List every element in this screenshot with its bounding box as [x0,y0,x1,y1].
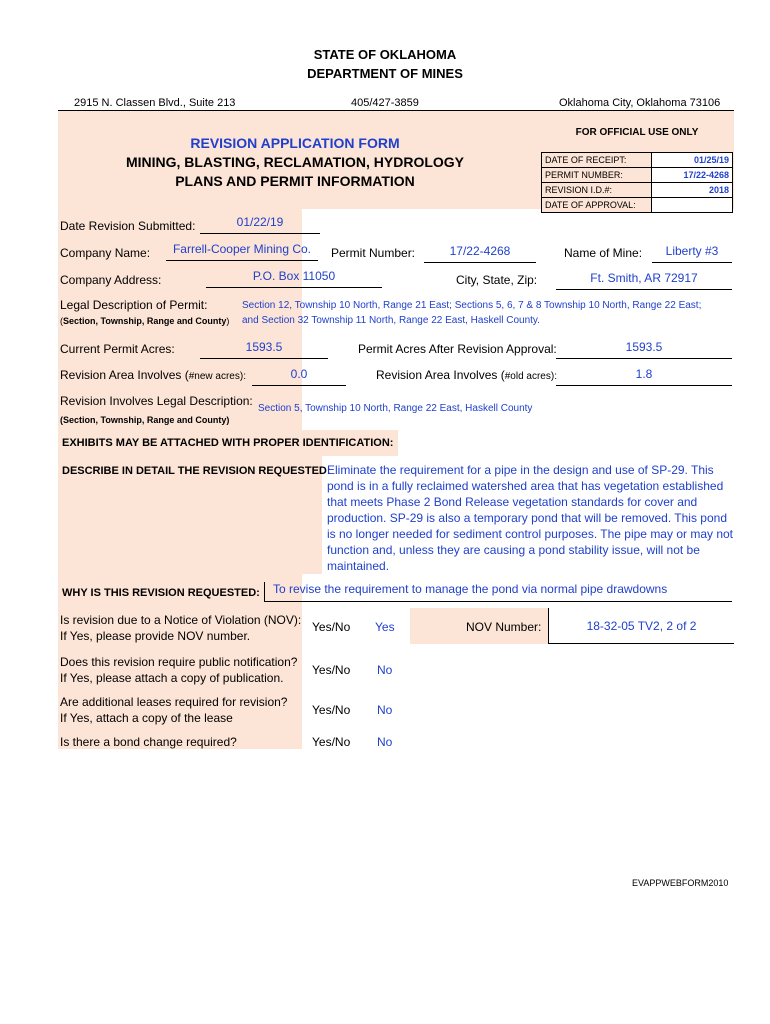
describe-line: function and, unless they are causing a pond stability issue, will not be [327,543,700,557]
yesno-label: Yes/No [312,620,351,634]
date-submitted-field[interactable]: 01/22/19 [200,215,320,234]
describe-line: that meets Phase 2 Bond Release vegetation standards for cover and [327,495,698,509]
official-row-receipt [542,153,733,168]
form-title-line3: PLANS AND PERMIT INFORMATION [175,173,415,189]
old-acres-label-main: Revision Area Involves ( [376,368,505,382]
department-title: DEPARTMENT OF MINES [307,66,463,81]
question-line2: If Yes, please provide NOV number. [60,629,251,643]
describe-text[interactable] [327,462,733,574]
after-acres-label: Permit Acres After Revision Approval: [358,342,557,356]
answer-nov[interactable]: Yes [375,620,395,634]
company-address-label: Company Address: [60,273,162,287]
legal-desc-label: Legal Description of Permit: [60,298,208,312]
new-acres-label [60,368,246,382]
describe-line: is no longer needed for sediment control purposes. The pipe may or may not [327,527,734,541]
legal-desc-sublabel [60,316,229,326]
current-acres-field[interactable]: 1593.5 [200,340,328,359]
revision-legal-label: Revision Involves Legal Description: [60,394,253,408]
legal-desc-sublabel-close: ) [226,316,230,326]
official-value[interactable]: 2018 [652,183,733,198]
new-acres-field[interactable]: 0.0 [252,367,346,386]
mine-name-field[interactable]: Liberty #3 [652,244,732,263]
revision-legal-field[interactable]: Section 5, Township 10 North, Range 22 East, Haskell County [258,403,533,414]
city-state-zip-label: City, State, Zip: [456,273,538,287]
company-name-label: Company Name: [60,246,151,260]
date-submitted-label: Date Revision Submitted: [60,219,196,233]
nov-number-label: NOV Number: [466,620,542,634]
question-line2: If Yes, please attach a copy of publication. [60,671,284,685]
describe-line: pond is in a fully reclaimed watershed area that has vegetation established [327,479,724,493]
official-row-permit [542,168,733,183]
describe-line: maintained. [327,559,390,573]
old-acres-label-small: #old acres): [504,371,557,382]
official-label: PERMIT NUMBER: [542,168,652,183]
answer-leases[interactable]: No [377,703,393,717]
footer-form-code: EVAPPWEBFORM2010 [632,878,729,888]
permit-number-field[interactable]: 17/22-4268 [424,244,536,263]
legal-desc-sublabel-open: ( [60,316,63,326]
answer-public-notification[interactable]: No [377,663,393,677]
official-use-title: FOR OFFICIAL USE ONLY [575,127,699,138]
question-line1: Are additional leases required for revision? [60,695,288,709]
why-field[interactable]: To revise the requirement to manage the pond via normal pipe drawdowns [264,582,732,602]
official-label: DATE OF APPROVAL: [542,198,652,213]
header-phone: 405/427-3859 [351,97,419,109]
question-public-notification [60,654,297,686]
why-label: WHY IS THIS REVISION REQUESTED: [62,587,260,599]
current-acres-label: Current Permit Acres: [60,342,175,356]
company-name-field[interactable]: Farrell-Cooper Mining Co. [166,242,318,261]
yesno-label: Yes/No [312,663,351,677]
yesno-label: Yes/No [312,735,351,749]
exhibits-label: EXHIBITS MAY BE ATTACHED WITH PROPER IDENTIFICATION: [62,437,394,449]
question-line1: Is revision due to a Notice of Violation (NOV): [60,613,302,627]
state-title: STATE OF OKLAHOMA [313,47,457,62]
describe-line: production. SP-29 is also a temporary pond that will be removed. This pond [327,511,727,525]
form-title-line2: MINING, BLASTING, RECLAMATION, HYDROLOGY [125,154,465,170]
official-label: REVISION I.D.#: [542,183,652,198]
official-row-approval [542,198,733,213]
question-line1: Does this revision require public notification? [60,655,298,669]
question-leases [60,694,287,726]
official-value[interactable]: 01/25/19 [652,153,733,168]
form-title-line1: REVISION APPLICATION FORM [190,135,400,151]
new-acres-label-small: #new acres): [188,371,246,382]
question-line2: If Yes, attach a copy of the lease [60,711,233,725]
official-row-revision [542,183,733,198]
official-value[interactable]: 17/22-4268 [652,168,733,183]
old-acres-field[interactable]: 1.8 [556,367,732,386]
legal-desc-line2[interactable]: and Section 32 Township 11 North, Range 22 East, Haskell County. [242,315,540,326]
answer-bond[interactable]: No [377,735,393,749]
header-city: Oklahoma City, Oklahoma 73106 [559,97,721,109]
header-address: 2915 N. Classen Blvd., Suite 213 [74,97,236,109]
question-nov [60,612,301,644]
official-use-table [541,152,733,213]
revision-legal-sublabel: (Section, Township, Range and County) [60,415,230,425]
city-state-zip-field[interactable]: Ft. Smith, AR 72917 [556,271,732,290]
company-address-field[interactable]: P.O. Box 11050 [206,269,382,288]
describe-line: Eliminate the requirement for a pipe in the design and use of SP-29. This [327,463,714,477]
legal-desc-sublabel-text: Section, Township, Range and County [63,316,227,326]
legal-desc-line1[interactable]: Section 12, Township 10 North, Range 21 East; Sections 5, 6, 7 & 8 Township 10 North, Range 22 East; [242,300,702,311]
old-acres-label [376,368,557,382]
yesno-label: Yes/No [312,703,351,717]
official-label: DATE OF RECEIPT: [542,153,652,168]
new-acres-label-main: Revision Area Involves ( [60,368,189,382]
permit-number-label: Permit Number: [331,246,416,260]
mine-name-label: Name of Mine: [564,246,643,260]
official-value[interactable] [652,198,733,213]
nov-number-field[interactable]: 18-32-05 TV2, 2 of 2 [548,608,734,644]
question-bond: Is there a bond change required? [60,735,237,749]
describe-label: DESCRIBE IN DETAIL THE REVISION REQUESTED: [62,465,331,477]
after-acres-field[interactable]: 1593.5 [556,340,732,359]
